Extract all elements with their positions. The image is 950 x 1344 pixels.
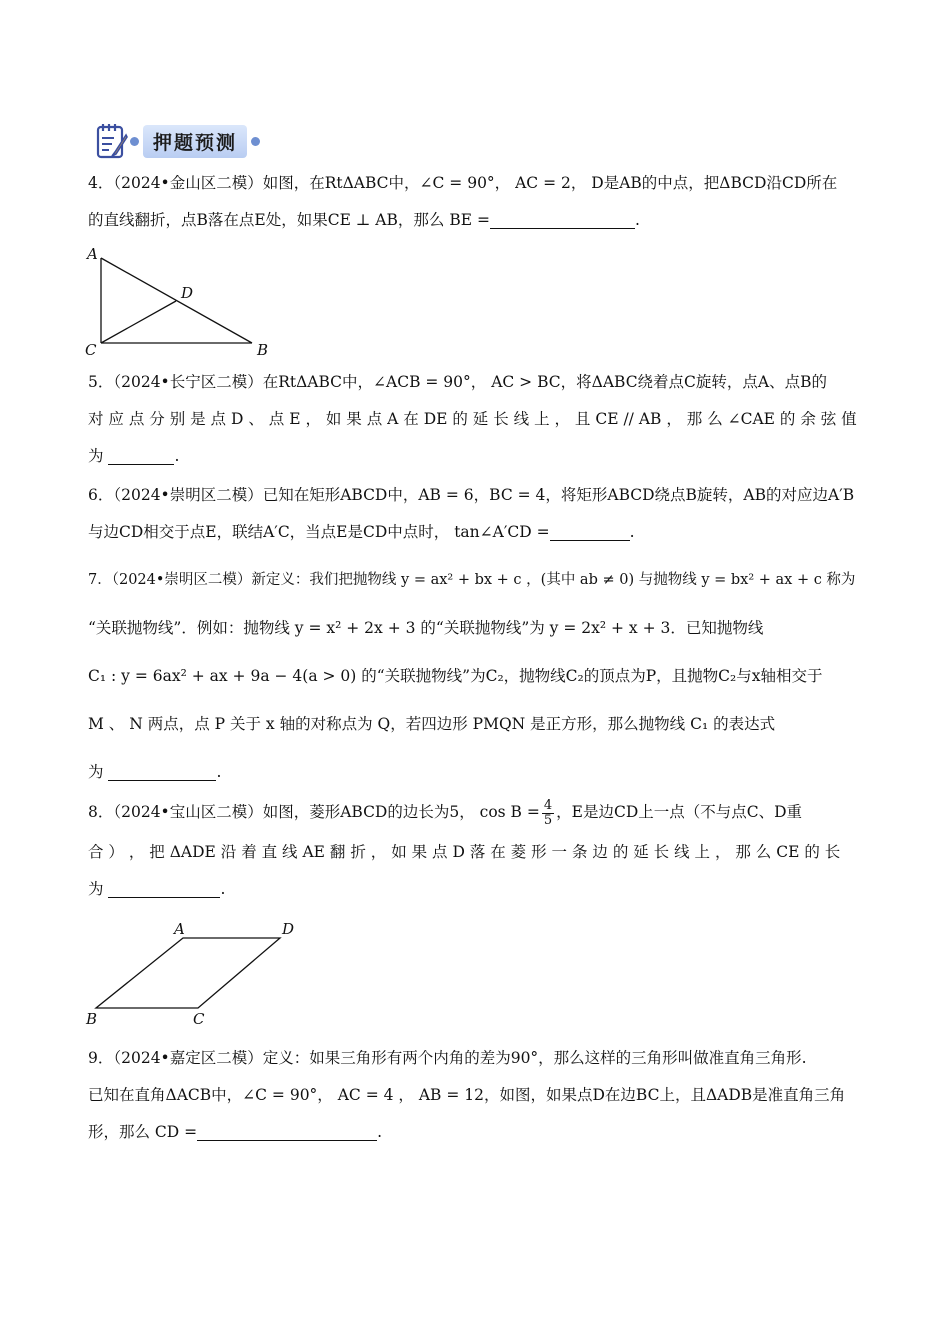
- problem-8: [88, 790, 864, 908]
- problem-line: 8．（2024•宝山区二模）如图，菱形ABCD的边长为5， cos B = $\frac{4}{5}$ ，E是边CD上一点（不与点C、D重: [88, 797, 803, 828]
- problem-line: 对 应 点 分 别 是 点 D 、 点 E ， 如 果 点 A 在 DE 的 延 长 线 上 ， 且 CE // AB ， 那 么 ∠CAE 的 余 弦 值: [88, 410, 857, 428]
- answer-blank[interactable]: [197, 1120, 377, 1141]
- problem-line: 9．（2024•嘉定区二模）定义：如果三角形有两个内角的差为90°，那么这样的三角形叫做准直角三角形.: [88, 1049, 807, 1067]
- problem-line: 已知在直角ΔACB中，∠C = 90°， AC = 4 ， AB = 12，如图，如果点D在边BC上，且ΔADB是准直角三角: [88, 1086, 846, 1104]
- label-d: D: [282, 920, 295, 938]
- label-a: A: [87, 245, 98, 263]
- problem-line: M 、 N 两点，点 P 关于 x 轴的对称点为 Q，若四边形 PMQN 是正方形，那么抛物线 C₁ 的表达式: [88, 715, 776, 733]
- answer-blank[interactable]: [108, 444, 174, 465]
- header-dot-left: [130, 137, 139, 146]
- notepad-pencil-icon: [96, 122, 130, 160]
- problem-6: [88, 477, 864, 551]
- section-title: 押题预测: [143, 125, 247, 158]
- problem-line: 的直线翻折，点B落在点E处，如果CE ⊥ AB，那么 BE = .: [88, 202, 864, 239]
- answer-blank[interactable]: [108, 760, 216, 781]
- label-a: A: [174, 920, 185, 938]
- answer-blank[interactable]: [550, 520, 630, 541]
- figure-triangle-abc: [84, 244, 284, 362]
- problem-5: [88, 364, 864, 475]
- section-header: [96, 122, 260, 160]
- problem-line: “关联抛物线”．例如：抛物线 y = x² + 2x + 3 的“关联抛物线”为 y = 2x² + x + 3．已知抛物线: [88, 619, 764, 637]
- problem-line: 为 .: [88, 438, 864, 475]
- label-b: B: [86, 1010, 98, 1028]
- problem-line: 7．（2024•崇明区二模）新定义：我们把抛物线 y = ax² + bx + c ，(其中 ab ≠ 0) 与抛物线 y = bx² + ax + c 称为: [88, 572, 856, 588]
- problem-line: 与边CD相交于点E，联结A′C，当点E是CD中点时， tan∠A′CD = .: [88, 514, 864, 551]
- fraction-cos-b: $\frac{4}{5}$: [543, 797, 553, 828]
- header-dot-right: [251, 137, 260, 146]
- problem-line: 6．（2024•崇明区二模）已知在矩形ABCD中，AB = 6，BC = 4，将矩形ABCD绕点B旋转，AB的对应边A′B: [88, 486, 855, 504]
- problem-line: 4．（2024•金山区二模）如图，在RtΔABC中，∠C = 90°， AC = 2， D是AB的中点，把ΔBCD沿CD所在: [88, 174, 838, 192]
- problem-line: C₁ : y = 6ax² + ax + 9a − 4(a > 0) 的“关联抛物线”为C₂，抛物线C₂的顶点为P，且抛物C₂与x轴相交于: [88, 667, 823, 685]
- problem-7: [88, 556, 864, 796]
- label-c: C: [85, 341, 97, 359]
- label-b: B: [257, 341, 269, 359]
- problem-line: 为 .: [88, 748, 864, 796]
- label-d: D: [181, 284, 194, 302]
- label-c: C: [193, 1010, 205, 1028]
- problem-line: 形，那么 CD = .: [88, 1114, 864, 1151]
- segment-cd: [101, 301, 176, 343]
- answer-blank[interactable]: [108, 877, 220, 898]
- problem-line: 为 .: [88, 871, 864, 908]
- figure-rhombus-abcd: [84, 920, 314, 1030]
- problem-line: 合 ） ， 把 ΔADE 沿 着 直 线 AE 翻 折 ， 如 果 点 D 落 在 菱 形 一 条 边 的 延 长 线 上 ， 那 么 CE 的 长: [88, 843, 841, 861]
- rhombus-outline: [96, 938, 280, 1008]
- answer-blank[interactable]: [490, 208, 635, 229]
- problem-line: 5．（2024•长宁区二模）在RtΔABC中，∠ACB = 90°， AC > BC，将ΔABC绕着点C旋转，点A、点B的: [88, 373, 827, 391]
- problem-4: [88, 165, 864, 239]
- problem-9: [88, 1040, 864, 1151]
